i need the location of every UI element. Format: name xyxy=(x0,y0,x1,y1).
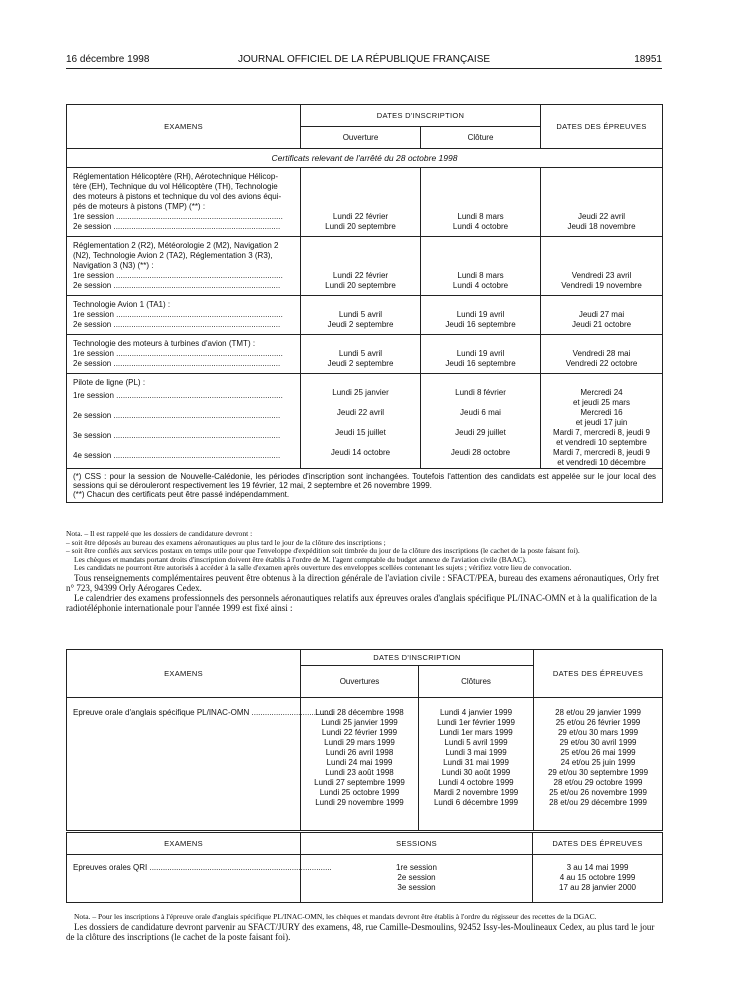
session-epreuve: Jeudi 22 avril xyxy=(577,212,626,221)
dossiers-paragraph: Les dossiers de candidature devront parvenir au SFACT/JURY des examens, 48, rue Camille-Desmoulins, 92452 Issy-les-Moulineaux Cedex, au plus tard le jour de la clôture des inscriptions (le cachet de la poste faisant foi). xyxy=(66,921,655,942)
cloture-date: Lundi 4 janvier 1999 xyxy=(439,708,513,717)
session-ouverture: Jeudi 2 septembre xyxy=(327,359,394,368)
pl-epreuve-2a: Mercredi 16 xyxy=(580,408,623,417)
col-dates-inscription: DATES D'INSCRIPTION xyxy=(301,105,541,127)
pl-session-1-label: 1re session ........................................................................... xyxy=(73,391,283,400)
pl-session-4-label: 4e session ........................................................................... xyxy=(73,451,281,460)
header-page-number: 18951 xyxy=(634,54,662,65)
session-epreuve: Jeudi 18 novembre xyxy=(567,222,636,231)
t3-col-dates-epreuves: DATES DES ÉPREUVES xyxy=(533,833,663,855)
anglais-table xyxy=(66,649,663,831)
cloture-date: Lundi 1er mars 1999 xyxy=(439,728,513,737)
pl-session-3-label: 3e session ........................................................................... xyxy=(73,431,281,440)
epreuve-date: 29 et/ou 30 mars 1999 xyxy=(557,728,639,737)
exam-group xyxy=(67,168,663,237)
ouverture-date: Lundi 25 octobre 1999 xyxy=(319,788,400,797)
nota-1-candidats: Les candidats ne pourront être autorisés à accéder à la salle d'examen après ouverture des enveloppes scellées contenant les sujets ; vérifiez votre lieu de convocation. xyxy=(74,563,572,572)
pl-epreuve-1a: Mercredi 24 xyxy=(580,388,623,397)
ouverture-date: Lundi 29 novembre 1999 xyxy=(315,798,404,807)
calendrier-paragraph: Le calendrier des examens professionnels des personnels aéronautiques relatifs aux épreuves orales d'anglais spécifique PL/INAC-OMN et à la qualification de la radiotéléphonie internationale pour l'année 1999 est fixé ainsi : xyxy=(66,592,657,613)
session-ouverture: Jeudi 2 septembre xyxy=(327,320,394,329)
epreuve-date: 25 et/ou 26 novembre 1999 xyxy=(549,788,647,797)
nota-1: Nota. – Il est rappelé que les dossiers de candidature devront : xyxy=(66,529,253,538)
epreuve-date: 25 et/ou 26 mai 1999 xyxy=(560,748,636,757)
session-label: 2e session ........................................................................... xyxy=(73,281,281,290)
ouverture-date: Lundi 28 décembre 1998 xyxy=(315,708,404,717)
pl-ouverture-4: Jeudi 14 octobre xyxy=(330,448,391,457)
session-ouverture: Lundi 5 avril xyxy=(338,349,383,358)
ouverture-date: Lundi 27 septembre 1999 xyxy=(314,778,405,787)
pl-cloture-4: Jeudi 28 octobre xyxy=(450,448,511,457)
epreuve-date: 24 et/ou 25 juin 1999 xyxy=(560,758,636,767)
pl-cloture-2: Jeudi 6 mai xyxy=(460,408,501,417)
col-ouverture: Ouverture xyxy=(301,127,421,149)
group-title-line: Réglementation Hélicoptère (RH), Aérotechnique Hélicop- xyxy=(73,172,278,181)
session-ouverture: Lundi 22 février xyxy=(332,271,389,280)
t3-col-sessions: SESSIONS xyxy=(301,833,533,855)
session-ouverture: Lundi 5 avril xyxy=(338,310,383,319)
t3-dates-list xyxy=(533,855,663,903)
qri-session: 3e session xyxy=(397,883,436,892)
t2-col-dates-epreuves: DATES DES ÉPREUVES xyxy=(534,650,663,698)
pl-group xyxy=(67,374,663,469)
header-date: 16 décembre 1998 xyxy=(66,54,150,65)
cloture-date: Mardi 2 novembre 1999 xyxy=(433,788,519,797)
pl-ouverture-1: Lundi 25 janvier xyxy=(332,388,389,397)
session-ouverture: Lundi 22 février xyxy=(332,212,389,221)
qri-session: 2e session xyxy=(397,873,436,882)
cloture-date: Lundi 1er février 1999 xyxy=(437,718,515,727)
qri-date: 4 au 15 octobre 1999 xyxy=(559,873,636,882)
session-label: 1re session ........................................................................... xyxy=(73,349,283,358)
group-title-line: Technologie Avion 1 (TA1) : xyxy=(73,300,171,309)
pl-cloture-1: Lundi 8 février xyxy=(455,388,506,397)
t3-col-examens: EXAMENS xyxy=(67,833,301,855)
ouverture-date: Lundi 22 février 1999 xyxy=(321,728,398,737)
session-label: 2e session ........................................................................... xyxy=(73,222,281,231)
pl-session-2-label: 2e session ........................................................................... xyxy=(73,411,281,420)
epreuve-date: 28 et/ou 29 janvier 1999 xyxy=(555,708,641,717)
exam-group xyxy=(67,237,663,296)
certificats-row: Certificats relevant de l'arrêté du 28 octobre 1998 xyxy=(67,149,663,168)
nota-2: Nota. – Pour les inscriptions à l'épreuve orale d'anglais spécifique PL/INAC-OMN, les chèques et mandats devront être établis à l'ordre du régisseur des recettes de la DGAC. xyxy=(74,912,597,921)
pl-epreuve-1b: et jeudi 25 mars xyxy=(573,398,630,407)
session-cloture: Lundi 4 octobre xyxy=(452,281,509,290)
col-dates-epreuves: DATES DES ÉPREUVES xyxy=(541,105,663,149)
session-label: 2e session ........................................................................... xyxy=(73,320,281,329)
group-title-line: Réglementation 2 (R2), Météorologie 2 (M2), Navigation 2 xyxy=(73,241,279,250)
cloture-date: Lundi 3 mai 1999 xyxy=(445,748,507,757)
qri-date: 3 au 14 mai 1999 xyxy=(566,863,629,872)
session-label: 1re session ........................................................................... xyxy=(73,271,283,280)
epreuve-date: 25 et/ou 26 février 1999 xyxy=(555,718,641,727)
ouverture-date: Lundi 29 mars 1999 xyxy=(324,738,395,747)
qri-table xyxy=(66,832,663,903)
exam-group xyxy=(67,335,663,374)
session-cloture: Jeudi 16 septembre xyxy=(445,320,516,329)
session-cloture: Lundi 19 avril xyxy=(456,310,505,319)
epreuve-date: 29 et/ou 30 avril 1999 xyxy=(559,738,637,747)
session-cloture: Lundi 8 mars xyxy=(457,212,504,221)
session-label: 2e session ........................................................................... xyxy=(73,359,281,368)
cloture-date: Lundi 30 août 1999 xyxy=(441,768,511,777)
ouverture-date: Lundi 25 janvier 1999 xyxy=(321,718,398,727)
epreuve-date: 28 et/ou 29 octobre 1999 xyxy=(553,778,643,787)
t3-sessions-list xyxy=(301,855,533,903)
session-epreuve: Vendredi 19 novembre xyxy=(561,281,642,290)
qri-date: 17 au 28 janvier 2000 xyxy=(559,883,636,892)
session-ouverture: Lundi 20 septembre xyxy=(325,281,396,290)
group-title-line: Navigation 3 (N3) (**) : xyxy=(73,261,154,270)
notes-block-2 xyxy=(66,913,662,942)
t2-clotures-list xyxy=(419,698,534,831)
t2-exam-label: Epreuve orale d'anglais spécifique PL/INAC-OMN ..................................... xyxy=(73,708,334,717)
exam-dates-table xyxy=(66,104,663,503)
session-cloture: Lundi 19 avril xyxy=(456,349,505,358)
nota-1-cheques: Les chèques et mandats portant droits d'inscription doivent être établis à l'ordre de M. l'agent comptable du budget annexe de l'aviation civile (BAAC). xyxy=(74,554,527,564)
pl-epreuve-3a: Mardi 7, mercredi 8, jeudi 9 xyxy=(553,428,650,437)
notes-block-1 xyxy=(66,530,662,613)
group-title-line: tère (EH), Technique du vol Hélicoptère (TH), Technologie xyxy=(73,182,278,191)
session-epreuve: Jeudi 21 octobre xyxy=(571,320,632,329)
group-title-line: Technologie des moteurs à turbines d'avion (TMT) : xyxy=(73,339,256,348)
session-cloture: Jeudi 16 septembre xyxy=(445,359,516,368)
pl-cloture-3: Jeudi 29 juillet xyxy=(455,428,506,437)
pl-ouverture-3: Jeudi 15 juillet xyxy=(335,428,386,437)
col-cloture: Clôture xyxy=(421,127,541,149)
col-examens: EXAMENS xyxy=(67,105,301,149)
group-title-line: (N2), Technologie Avion 2 (TA2), Réglementation 3 (R3), xyxy=(73,251,273,260)
session-epreuve: Vendredi 22 octobre xyxy=(565,359,638,368)
nota-1-item-2: – soit être confiés aux services postaux en temps utile pour que l'enveloppe d'expédition soit timbrée du jour de la clôture des inscriptions (le cachet de la poste faisant foi). xyxy=(66,546,580,555)
t2-col-dates-inscription: DATES D'INSCRIPTION xyxy=(301,650,534,666)
t2-col-ouvertures: Ouvertures xyxy=(301,666,419,698)
renseignements-paragraph: Tous renseignements complémentaires peuvent être obtenus à la direction générale de l'aviation civile : SFACT/PEA, bureau des examens aéronautiques, Orly fret n° 723, 94399 Orly Aérogares Cedex. xyxy=(66,572,660,593)
pl-ouverture-2: Jeudi 22 avril xyxy=(336,408,385,417)
group-title-line: des moteurs à pistons et technique du vol des avions équi- xyxy=(73,192,282,201)
session-ouverture: Lundi 20 septembre xyxy=(325,222,396,231)
pl-epreuve-4b: et vendredi 10 décembre xyxy=(557,458,646,467)
session-cloture: Lundi 8 mars xyxy=(457,271,504,280)
t2-epreuves-list xyxy=(534,698,663,831)
ouverture-date: Lundi 23 août 1998 xyxy=(325,768,394,777)
t2-ouvertures-list xyxy=(301,698,419,831)
pl-title: Pilote de ligne (PL) : xyxy=(73,378,146,387)
t2-col-examens: EXAMENS xyxy=(67,650,301,698)
epreuve-date: 28 et/ou 29 décembre 1999 xyxy=(549,798,647,807)
exam-group xyxy=(67,296,663,335)
footnote-css: (*) CSS : pour la session de Nouvelle-Calédonie, les périodes d'inscription sont inchangées. Toutefois l'attention des candidats est appelée sur le jour local des sessions qui se dérouleront respectivement les 19 février, 12 mai, 2 septembre et 26 novembre 1999. xyxy=(73,472,657,490)
session-cloture: Lundi 4 octobre xyxy=(452,222,509,231)
cloture-date: Lundi 31 mai 1999 xyxy=(443,758,509,767)
pl-epreuve-3b: et vendredi 10 septembre xyxy=(556,438,647,447)
pl-epreuve-4a: Mardi 7, mercredi 8, jeudi 9 xyxy=(553,448,650,457)
cloture-date: Lundi 4 octobre 1999 xyxy=(438,778,514,787)
epreuve-date: 29 et/ou 30 septembre 1999 xyxy=(547,768,649,777)
header-journal: JOURNAL OFFICIEL DE LA RÉPUBLIQUE FRANÇAISE xyxy=(237,54,491,65)
session-label: 1re session ........................................................................... xyxy=(73,310,283,319)
qri-session: 1re session xyxy=(396,863,437,872)
group-title-line: pés de moteurs à pistons (TMP) (**) : xyxy=(73,202,206,211)
page-header xyxy=(66,54,662,69)
t3-exam-label: Epreuves orales QRI .................................................................................. xyxy=(73,863,332,872)
t2-col-clotures: Clôtures xyxy=(419,666,534,698)
footnote-certificats: (**) Chacun des certificats peut être passé indépendamment. xyxy=(73,490,290,499)
pl-epreuve-2b: et jeudi 17 juin xyxy=(575,418,628,427)
session-label: 1re session ........................................................................... xyxy=(73,212,283,221)
nota-1-item-1: – soit être déposés au bureau des examens aéronautiques au plus tard le jour de la clôture des inscriptions ; xyxy=(66,537,386,547)
cloture-date: Lundi 5 avril 1999 xyxy=(444,738,508,747)
footnotes xyxy=(67,469,663,503)
ouverture-date: Lundi 26 avril 1998 xyxy=(325,748,394,757)
session-epreuve: Vendredi 23 avril xyxy=(571,271,632,280)
cloture-date: Lundi 6 décembre 1999 xyxy=(433,798,519,807)
session-epreuve: Jeudi 27 mai xyxy=(578,310,625,319)
ouverture-date: Lundi 24 mai 1999 xyxy=(326,758,393,767)
session-epreuve: Vendredi 28 mai xyxy=(572,349,631,358)
